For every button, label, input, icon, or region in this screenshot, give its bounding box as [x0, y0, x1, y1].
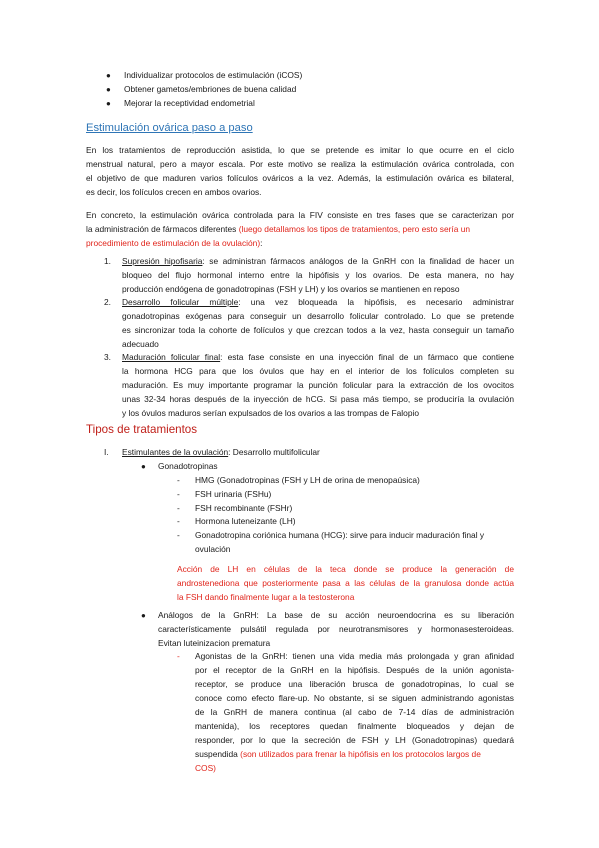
- bullet-item: Obtener gametos/embriones de buena calidad: [124, 84, 297, 94]
- bullet-item: Individualizar protocolos de estimulación (iCOS): [124, 70, 303, 80]
- step-line: es sincronizar toda la cohorte de folículos y que crezcan todos a la vez, hasta conseguir un tamaño: [122, 325, 514, 335]
- bullet-icon: ●: [141, 611, 146, 620]
- analogos-line: característicamente pulsátil regulada por neurotransmisores y hormonasesteroideas.: [158, 624, 514, 634]
- agonistas-line: [195, 748, 481, 761]
- roman-numeral: I.: [104, 447, 109, 457]
- gonado-item: Hormona luteneizante (LH): [195, 516, 296, 526]
- bullet-icon: ●: [106, 85, 111, 94]
- step-title: Desarrollo folicular múltiple: [122, 297, 239, 307]
- bullet-icon: ●: [141, 462, 146, 471]
- agonistas-line: receptor, se produce una liberación brusca de gonadotropinas, lo cual se: [195, 679, 514, 689]
- dash-icon: -: [177, 530, 180, 540]
- item-text: : Desarrollo multifolicular: [228, 447, 320, 457]
- agonistas-text: suspendida: [195, 749, 241, 759]
- dash-icon: -: [177, 516, 180, 526]
- agonistas-line: de la GnRH de manera continua (al cabo de 7-14 días de administración: [195, 707, 514, 717]
- dash-icon: -: [177, 503, 180, 513]
- gonado-item: FSH urinaria (FSHu): [195, 489, 272, 499]
- list-item-estimulantes: [122, 446, 320, 459]
- step-number: 2.: [104, 297, 111, 307]
- step-line: maduración. Es muy importante programar la punción folicular para la extracción de los ovocitos: [122, 380, 514, 390]
- gonado-item: HMG (Gonadotropinas (FSH y LH de orina de menopaúsica): [195, 475, 420, 485]
- bullet-icon: ●: [106, 71, 111, 80]
- paragraph-line: es decir, los folículos crecen en ambos ovarios.: [86, 187, 262, 197]
- gonado-item-cont: ovulación: [195, 544, 231, 554]
- item-title: Estimulantes de la ovulación: [122, 447, 229, 457]
- agonistas-line: mantenida), los receptores quedan finalmente bloqueados y dejan de: [195, 721, 514, 731]
- step-line: unas 32-34 horas después de la inyección de hCG. Si pasa más tiempo, se produciría la ovulación: [122, 394, 514, 404]
- step-text: : se administran fármacos análogos de la GnRH con la finalidad de hacer un: [202, 256, 514, 266]
- section-heading-tipos: Tipos de tratamientos: [86, 423, 198, 436]
- paragraph-red-text: (luego detallamos los tipos de tratamientos, pero esto sería un: [238, 224, 471, 234]
- section-heading-estimulacion: Estimulación ovárica paso a paso: [86, 122, 253, 134]
- step-line: bloqueo del flujo hormonal interno entre la hipófisis y los ovarios. De esta manera, no hay: [122, 270, 514, 280]
- bullet-icon: ●: [106, 99, 111, 108]
- step-title: Maduración folicular final: [122, 352, 221, 362]
- analogos-line: Evitan luteinizacion prematura: [158, 638, 271, 648]
- list-item-gonadotropinas: Gonadotropinas: [158, 461, 218, 471]
- gonado-item: FSH recombinante (FSHr): [195, 503, 293, 513]
- paragraph-red-text: procedimiento de estimulación de la ovulación): [86, 238, 261, 248]
- agonistas-line: conoce como efecto flare-up. No obstante, si se siguen administrando agonistas: [195, 693, 514, 703]
- step-line: producción endógena de gonadotropinas (FSH y LH) y los ovarios se mantienen en reposo: [122, 284, 460, 294]
- dash-icon: -: [177, 475, 180, 485]
- paragraph-line: el objetivo de que maduren varios folículos ováricos a la vez. Además, la estimulación ovárica es bilateral,: [86, 173, 514, 183]
- analogos-line: Análogos de la GnRH: La base de su acción neuroendocrina es su liberación: [158, 610, 514, 620]
- step-line: adecuado: [122, 339, 159, 349]
- step-text: : una vez bloqueada la hipófisis, es necesario administrar: [238, 297, 514, 307]
- paragraph-line: En los tratamientos de reproducción asistida, lo que se pretende es imitar lo que ocurre en el ciclo: [86, 145, 514, 155]
- agonistas-line: responder, por lo que la secreción de FSH y LH (Gonadotropinas) quedará: [195, 735, 514, 745]
- agonistas-red-text: (son utilizados para frenar la hipófisis en los protocolos largos de: [240, 749, 481, 759]
- red-note-line: Acción de LH en células de la teca donde se produce la generación de: [177, 564, 514, 574]
- step-number: 3.: [104, 352, 111, 362]
- step-title: Supresión hipofisaria: [122, 256, 203, 266]
- step-line: la hormona HCG para que los óvulos que hay en el interior de los folículos completen su: [122, 366, 514, 376]
- agonistas-red-cont: COS): [195, 763, 216, 773]
- paragraph-line: menstrual natural, pero a mayor escala. Por este motivo se realiza la estimulación ovárica controlada, con: [86, 159, 514, 169]
- step-line: [122, 351, 514, 364]
- step-line: [122, 255, 514, 268]
- paragraph-line: [86, 237, 262, 250]
- dash-icon: -: [177, 489, 180, 499]
- agonistas-line: por el receptor de la GnRH en la hipófisis. Después de la unión agonista-: [195, 665, 514, 675]
- paragraph-line: [86, 223, 470, 236]
- step-line: [122, 296, 514, 309]
- bullet-item: Mejorar la receptividad endometrial: [124, 98, 255, 108]
- step-line: gonadotropinas exógenas para conseguir un desarrollo folicular controlado. Lo que se pretende: [122, 311, 514, 321]
- red-note-line: la FSH dando finalmente lugar a la testosterona: [177, 592, 355, 602]
- step-text: : esta fase consiste en una inyección final de un fármaco que contiene: [220, 352, 514, 362]
- step-number: 1.: [104, 256, 111, 266]
- red-note-line: androstenediona que posteriormente pasa a las células de la granulosa donde actúa: [177, 578, 514, 588]
- paragraph-text: la administración de fármacos diferentes: [86, 224, 239, 234]
- agonistas-line: Agonistas de la GnRH: tienen una vida media más prolongada y gran afinidad: [195, 651, 514, 661]
- paragraph-line: En concreto, la estimulación ovárica controlada para la FIV consiste en tres fases que se caracterizan por: [86, 210, 514, 220]
- red-dash-icon: -: [177, 651, 180, 661]
- paragraph-text: :: [260, 238, 263, 248]
- gonado-item: Gonadotropina coriónica humana (HCG): sirve para inducir maduración final y: [195, 530, 485, 540]
- step-line: y los óvulos maduros serían expulsados de los ovarios a las trompas de Falopio: [122, 408, 420, 418]
